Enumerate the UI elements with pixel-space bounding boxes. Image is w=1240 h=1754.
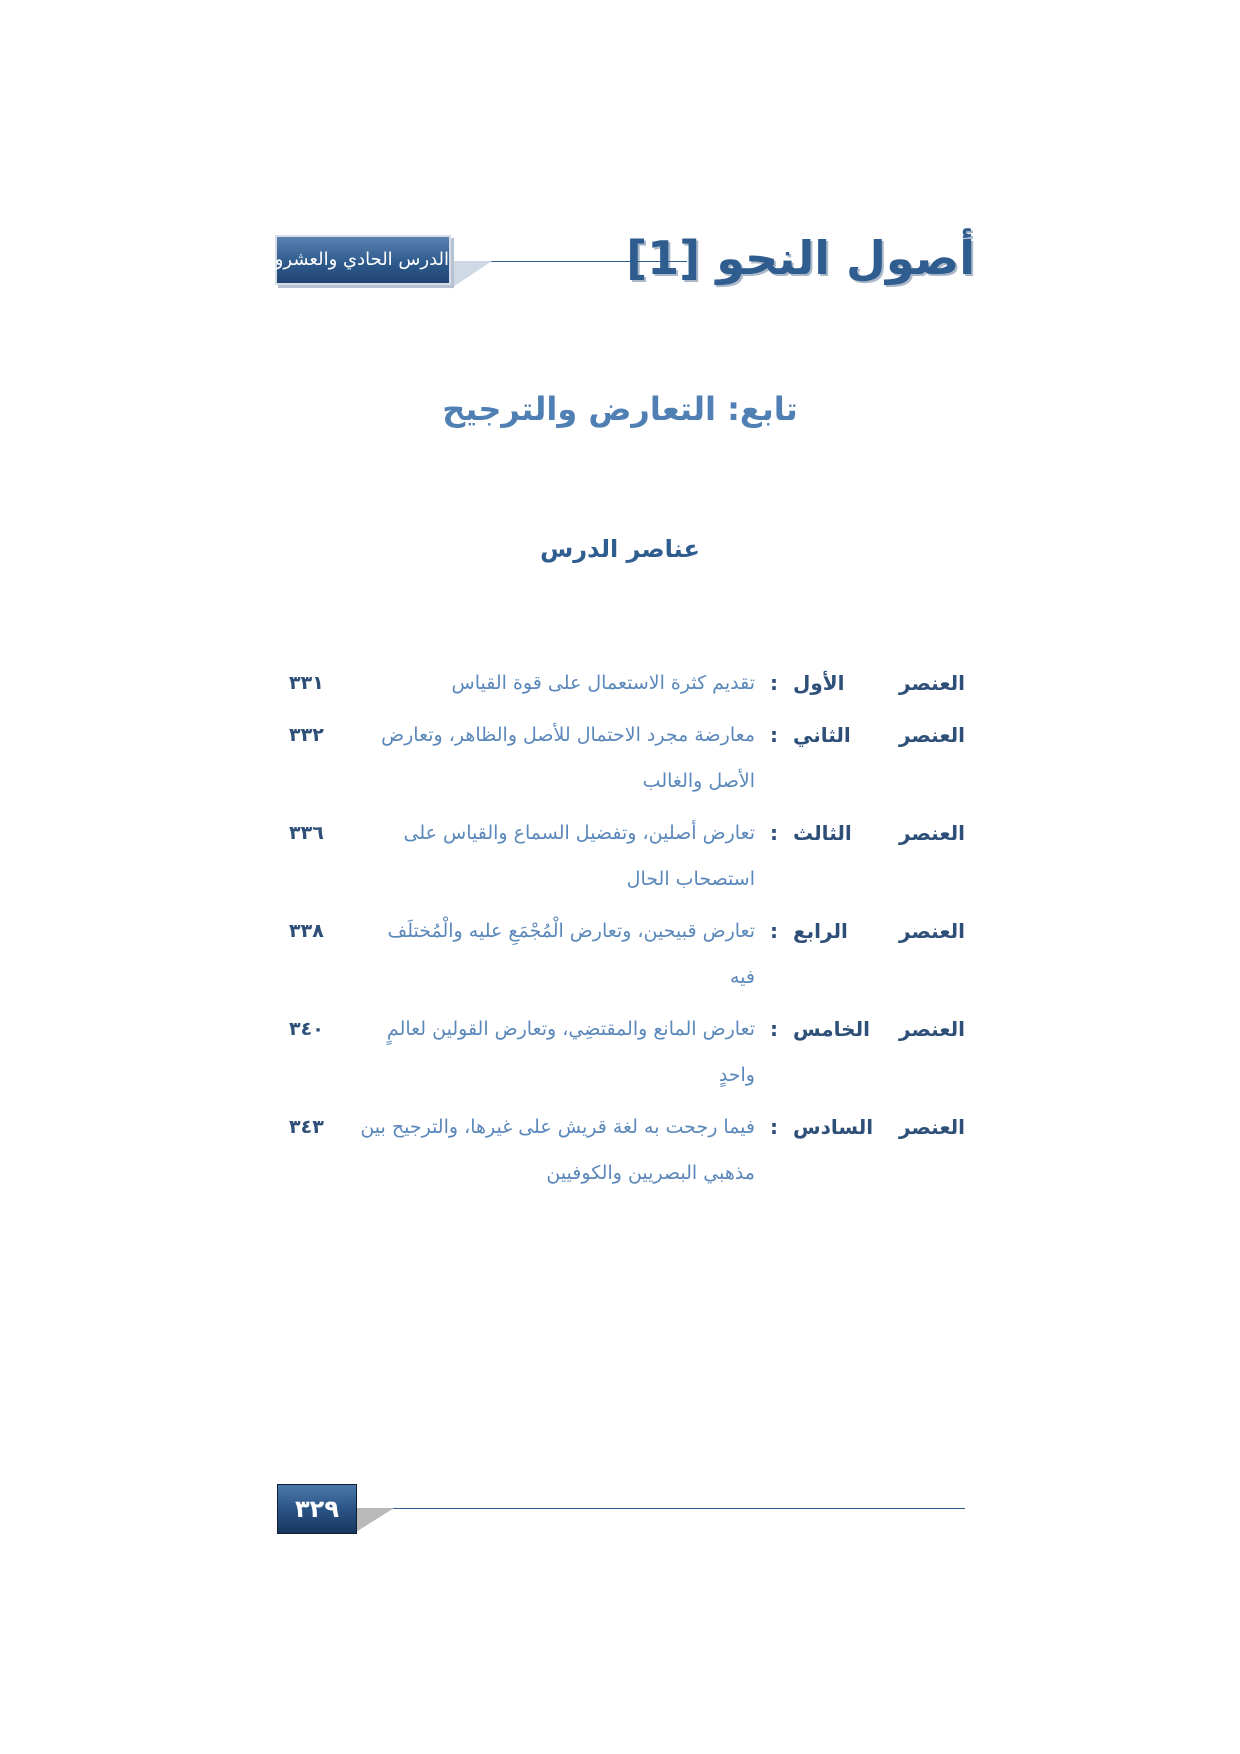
header-shadow-decoration <box>450 261 492 289</box>
toc-item-description: تعارض المانع والمقتضِي، وتعارض القولين لعالمٍ واحدٍ <box>386 1018 755 1086</box>
toc-item-colon: : <box>770 1017 778 1041</box>
toc-list <box>285 660 965 1202</box>
toc-item-colon: : <box>770 671 778 695</box>
toc-item-page-number: ٣٤٣ <box>289 1116 324 1138</box>
toc-row <box>285 810 965 902</box>
toc-item-colon: : <box>770 1115 778 1139</box>
toc-item-colon: : <box>770 919 778 943</box>
toc-item-label: العنصر الخامس <box>793 1017 965 1041</box>
toc-item-label: العنصر الرابع <box>793 919 965 943</box>
toc-item-description: تعارض قبيحين، وتعارض الْمُجْمَعِ عليه والْمُختلَف فيه <box>387 920 755 988</box>
toc-row <box>285 1006 965 1098</box>
toc-item-description: تعارض أصلين، وتفضيل السماع والقياس على استصحاب الحال <box>403 822 755 890</box>
page-number-badge: ٣٢٩ <box>277 1484 357 1534</box>
footer-shadow-decoration <box>356 1508 394 1532</box>
section-title: تابع: التعارض والترجيح <box>442 390 798 428</box>
book-title: أصول النحو [1] <box>626 231 975 285</box>
toc-row <box>285 1104 965 1196</box>
toc-item-description: فيما رجحت به لغة قريش على غيرها، والترجيح بين مذهبي البصريين والكوفيين <box>360 1116 755 1184</box>
toc-item-label: العنصر السادس <box>793 1115 965 1139</box>
toc-item-label: العنصر الثاني <box>793 723 965 747</box>
toc-item-page-number: ٣٣٦ <box>289 822 324 844</box>
toc-item-page-number: ٣٣٢ <box>289 724 324 746</box>
toc-item-colon: : <box>770 821 778 845</box>
toc-item-page-number: ٣٣٨ <box>289 920 324 942</box>
toc-row <box>285 908 965 1000</box>
toc-item-description: معارضة مجرد الاحتمال للأصل والظاهر، وتعارض الأصل والغالب <box>381 724 755 792</box>
toc-row <box>285 712 965 804</box>
toc-item-description: تقديم كثرة الاستعمال على قوة القياس <box>451 672 755 694</box>
elements-heading: عناصر الدرس <box>540 535 700 563</box>
toc-item-page-number: ٣٤٠ <box>289 1018 324 1040</box>
toc-item-label: العنصر الأول <box>793 671 965 695</box>
footer-divider-line <box>360 1508 965 1509</box>
toc-row <box>285 660 965 706</box>
toc-item-page-number: ٣٣١ <box>289 672 324 694</box>
toc-item-label: العنصر الثالث <box>793 821 965 845</box>
toc-item-colon: : <box>770 723 778 747</box>
lesson-badge: الدرس الحادي والعشرون <box>275 235 451 285</box>
